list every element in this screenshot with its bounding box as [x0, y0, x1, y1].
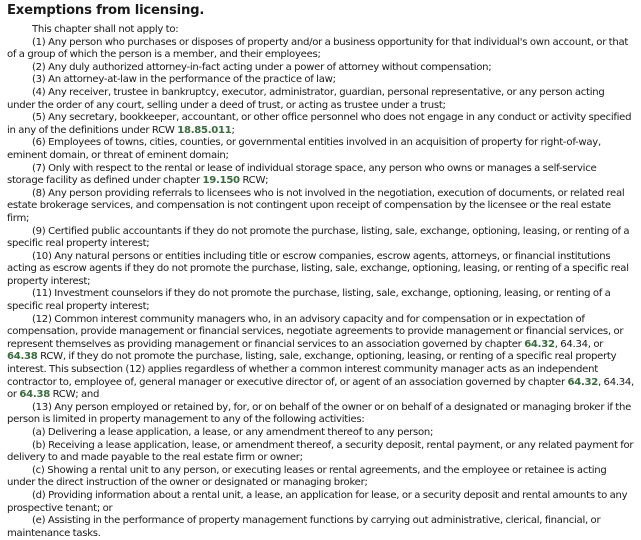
subitem-d: (d) Providing information about a rental unit, a lease, an application for lease, or a security deposit and rental amounts to any prospective tenant; or	[7, 489, 628, 514]
item-5	[7, 112, 635, 137]
rcw-link-64-38[interactable]: 64.38	[7, 351, 38, 363]
item-13: (13) Any person employed or retained by, for, or on behalf of the owner or on behalf of a designated or managing broker if the person is limited in property management to any of the following activities:	[7, 401, 632, 426]
subitem-a: (a) Delivering a lease application, a lease, or any amendment thereof to any person;	[32, 427, 434, 438]
rcw-link-64-32-second[interactable]: 64.32	[567, 376, 598, 388]
item-12-text-4: , 64.34, or	[7, 376, 634, 401]
subitem-c: (c) Showing a rental unit to any person, or executing leases or rental agreements, and the employee or retainee is acting under the direct instruction of the owner or designated or managing broker;	[7, 464, 607, 489]
item-1: (1) Any person who purchases or disposes of property and/or a business opportunity for that individual's own account, or that of a group of which the person is a member, and their employees;	[7, 36, 629, 61]
item-2: (2) Any duly authorized attorney-in-fact acting under a power of attorney without compensation;	[32, 61, 492, 73]
item-11: (11) Investment counselors if they do not promote the purchase, listing, sale, exchange, optioning, leasing, or renting of a specific real property interest;	[7, 288, 611, 313]
item-7-text: (7) Only with respect to the rental or lease of individual storage space, any person who owns or manages a self-service storage facility as defined under chapter	[7, 162, 597, 187]
subitem-e: (e) Assisting in the performance of property management functions by carrying out administrative, clerical, financial, or maintenance tasks.	[7, 515, 601, 539]
item-12-text-1: (12) Common interest community managers who, in an advisory capacity and for compensation or in expectation of compensation, provide management or financial services, negotiate agreements to provide management or financial services, or represent themselves as providing management or financial services to an association governed by chapter	[7, 313, 624, 350]
item-7-end: RCW;	[239, 175, 269, 187]
item-9: (9) Certified public accountants if they do not promote the purchase, listing, sale, exchange, optioning, leasing, or renting of a specific real property interest;	[7, 225, 630, 250]
item-5-text: (5) Any secretary, bookkeeper, accountant, or other office personnel who does not engage in any conduct or activity specified in any of the definitions under RCW	[7, 112, 632, 136]
item-8: (8) Any person providing referrals to licensees who is not involved in the negotiation, execution of documents, or related real estate brokerage services, and compensation is not contingent upon receipt of compensation by the licensee or the real estate firm;	[7, 187, 625, 224]
item-6: (6) Employees of towns, cities, counties, or governmental entities involved in an acquisition of property for right-of-way, eminent domain, or threat of eminent domain;	[7, 137, 601, 161]
item-4: (4) Any receiver, trustee in bankruptcy, executor, administrator, guardian, personal representative, or any person acting under the order of any court, selling under a deed of trust, or acting as trustee under a trust;	[7, 86, 605, 111]
item-12-text-2: , 64.34, or	[554, 338, 604, 350]
item-3: (3) An attorney-at-law in the performance of the practice of law;	[32, 74, 336, 86]
rcw-link-64-38-second[interactable]: 64.38	[19, 389, 50, 401]
item-7	[7, 163, 635, 188]
item-12	[7, 314, 635, 402]
rcw-link-19-150[interactable]: 19.150	[202, 175, 240, 187]
item-12-text-5: RCW; and	[49, 389, 100, 401]
item-5-end: ;	[231, 124, 235, 136]
section-title: Exemptions from licensing.	[7, 3, 205, 18]
subitem-b: (b) Receiving a lease application, lease, or amendment thereof, a security deposit, rental payment, or any related payment for delivery to and made payable to the real estate firm or owner;	[7, 439, 634, 464]
item-12-text-3: RCW, if they do not promote the purchase, listing, sale, exchange, optioning, leasing, or renting of a specific real property interest. This subsection (12) applies regardless of whether a common interest community manager acts as an independent contractor to, employee of, general manager or executive director of, or agent of an association governed by chapter	[7, 351, 617, 388]
intro-paragraph: This chapter shall not apply to:	[32, 24, 179, 35]
item-10: (10) Any natural persons or entities including title or escrow companies, escrow agents, attorneys, or financial institutions acting as escrow agents if they do not promote the purchase, listing, sale, exchange, optioning, leasing, or renting of a specific real property interest;	[7, 250, 629, 287]
rcw-link-18-85-011[interactable]: 18.85.011	[177, 124, 232, 136]
rcw-link-64-32[interactable]: 64.32	[524, 338, 555, 350]
